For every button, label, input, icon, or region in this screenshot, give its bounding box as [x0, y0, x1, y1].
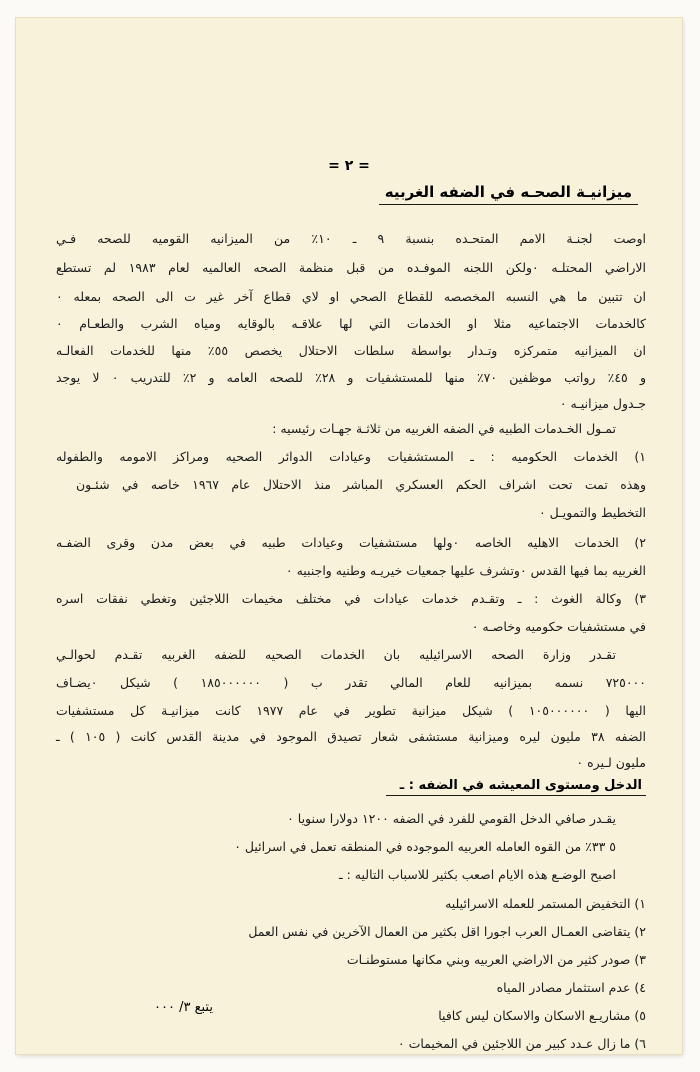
estimate-line: اليها ( ١٠٥٠٠٠٠٠٠ ) شيكل ميزانية تطوير في عام ١٩٧٧ كانت ميزانيـة كل مستشفيات [56, 703, 647, 718]
reason-item: ٤) عدم استثمار مصادر المياه [496, 980, 646, 995]
source-line: في مستشفيات حكوميه وخاصـه ٠ [471, 619, 646, 634]
reason-item: ١) التخفيض المستمر للعمله الاسرائيليه [445, 896, 646, 911]
reason-item: ٣) صودر كثير من الاراضي العربيه وبني مكانها مستوطنـات [346, 952, 646, 967]
reason-item: ٦) ما زال عـدد كبير من اللاجئين في المخيمات ٠ [397, 1036, 646, 1051]
source-line: ٣) وكالة الغوث : ـ وتقـدم خدمات عيادات في مختلف مخيمات اللاجئين وتغطي نفقات اسره [56, 591, 646, 606]
estimate-line: الضفه ٣٨ مليون ليره وميزانية مستشفى شعار تصيدق الموجود في مدينة القدس كانت ( ١٠٥ ) ـ [56, 729, 646, 744]
source-line: وهذه تمت تحت اشراف الحكم العسكري المباشر منذ الاحتلال عام ١٩٦٧ خاصه في شئـون [76, 477, 646, 492]
source-line: التخطيط والتمويـل ٠ [538, 505, 646, 520]
income-line: يقـدر صافي الدخل القومي للفرد في الضفه ١٢٠٠ دولارا سنويا ٠ [287, 811, 616, 826]
income-heading: الدخل ومستوى المعيشه في الضفه : ـ [386, 778, 646, 796]
intro-line: ان تتبين ما هي النسبه المخصصه للقطاع الصحي او لاي قطاع آخر غير ت الى الصحه بمعله ٠ [56, 289, 646, 304]
sources-intro: تمـول الخـدمات الطبيه في الضفه الغربيه من ثلاثـة جهـات رئيسيه : [272, 421, 616, 436]
intro-line: و ٤٥٪ رواتب موظفين ٧٠٪ منها للمستشفيات و ٢٨٪ للصحه العامه و ٢٪ للتدريب ٠ لا يوجد [56, 370, 646, 385]
intro-line: الاراضي المحتلـه ٠ولكن اللجنه الموفـده من قبل منظمة الصحه العالميه لعام ١٩٨٣ لم تستطع [56, 260, 646, 275]
reason-item: ٢) يتقاضى العمـال العرب اجورا اقل بكثير من العمال الآخرين في نفس العمل [248, 924, 646, 939]
source-line: ١) الخدمات الحكوميه : ـ المستشفيات وعيادات الدوائر الصحيه ومراكز الامومه والطفوله [56, 449, 646, 464]
page-number: = ٢ = [328, 158, 370, 174]
reason-item: ٥) مشاريـع الاسكان والاسكان ليس كافيا [438, 1008, 646, 1023]
continuation-note: يتبع ٣/ ٠٠٠ [154, 1000, 213, 1015]
source-line: الغربيه بما فيها القدس ٠وتشرف عليها جمعيات خيريـه وطنيه واجنبيه ٠ [285, 563, 646, 578]
income-section [56, 18, 646, 1054]
income-line: ٥ ٣٣٪ من القوه العامله العربيه الموجوده في المنطقه تعمل في اسرائيل ٠ [234, 839, 616, 854]
document-page [16, 18, 682, 1054]
income-line: اصبح الوضـع هذه الايام اصعب بكثير للاسباب التاليه : ـ [338, 867, 616, 882]
estimate-line: ٧٢٥٠٠٠ نسمه بميزانيه للعام المالي تقدر ب ( ١٨٥٠٠٠٠٠٠ ) شيكل ٠يضـاف [56, 675, 646, 690]
page-title: ميزانيـة الصحـه في الضفه الغربيه [379, 183, 638, 205]
intro-line: جـدول ميزانيـه ٠ [559, 396, 646, 411]
intro-line: اوصت لجنـة الامم المتحـده بنسبة ٩ ـ ١٠٪ من الميزانيه القوميه للصحه فـي [56, 231, 646, 246]
estimate-line: مليون لـيره ٠ [576, 755, 646, 770]
intro-line: كالخدمات الاجتماعيه مثلا او الخدمات التي لها علاقـه بالوقايه ومياه الشرب والطعـام ٠ [56, 316, 646, 331]
source-line: ٢) الخدمات الاهليه الخاصه ٠ولها مستشفيات وعيادات طبيه في بعض مدن وقرى الضفـه [56, 535, 647, 550]
intro-line: ان الميزانيه متمركزه وتـدار بواسطة سلطات الاحتلال يخصص ٥٥٪ منها للخدمات الفعالـه [56, 343, 647, 358]
estimate-line: تقـدر وزارة الصحه الاسرائيليه بان الخدمات الصحيه للضفه الغربيه تقـدم لحوالـي [56, 647, 616, 662]
